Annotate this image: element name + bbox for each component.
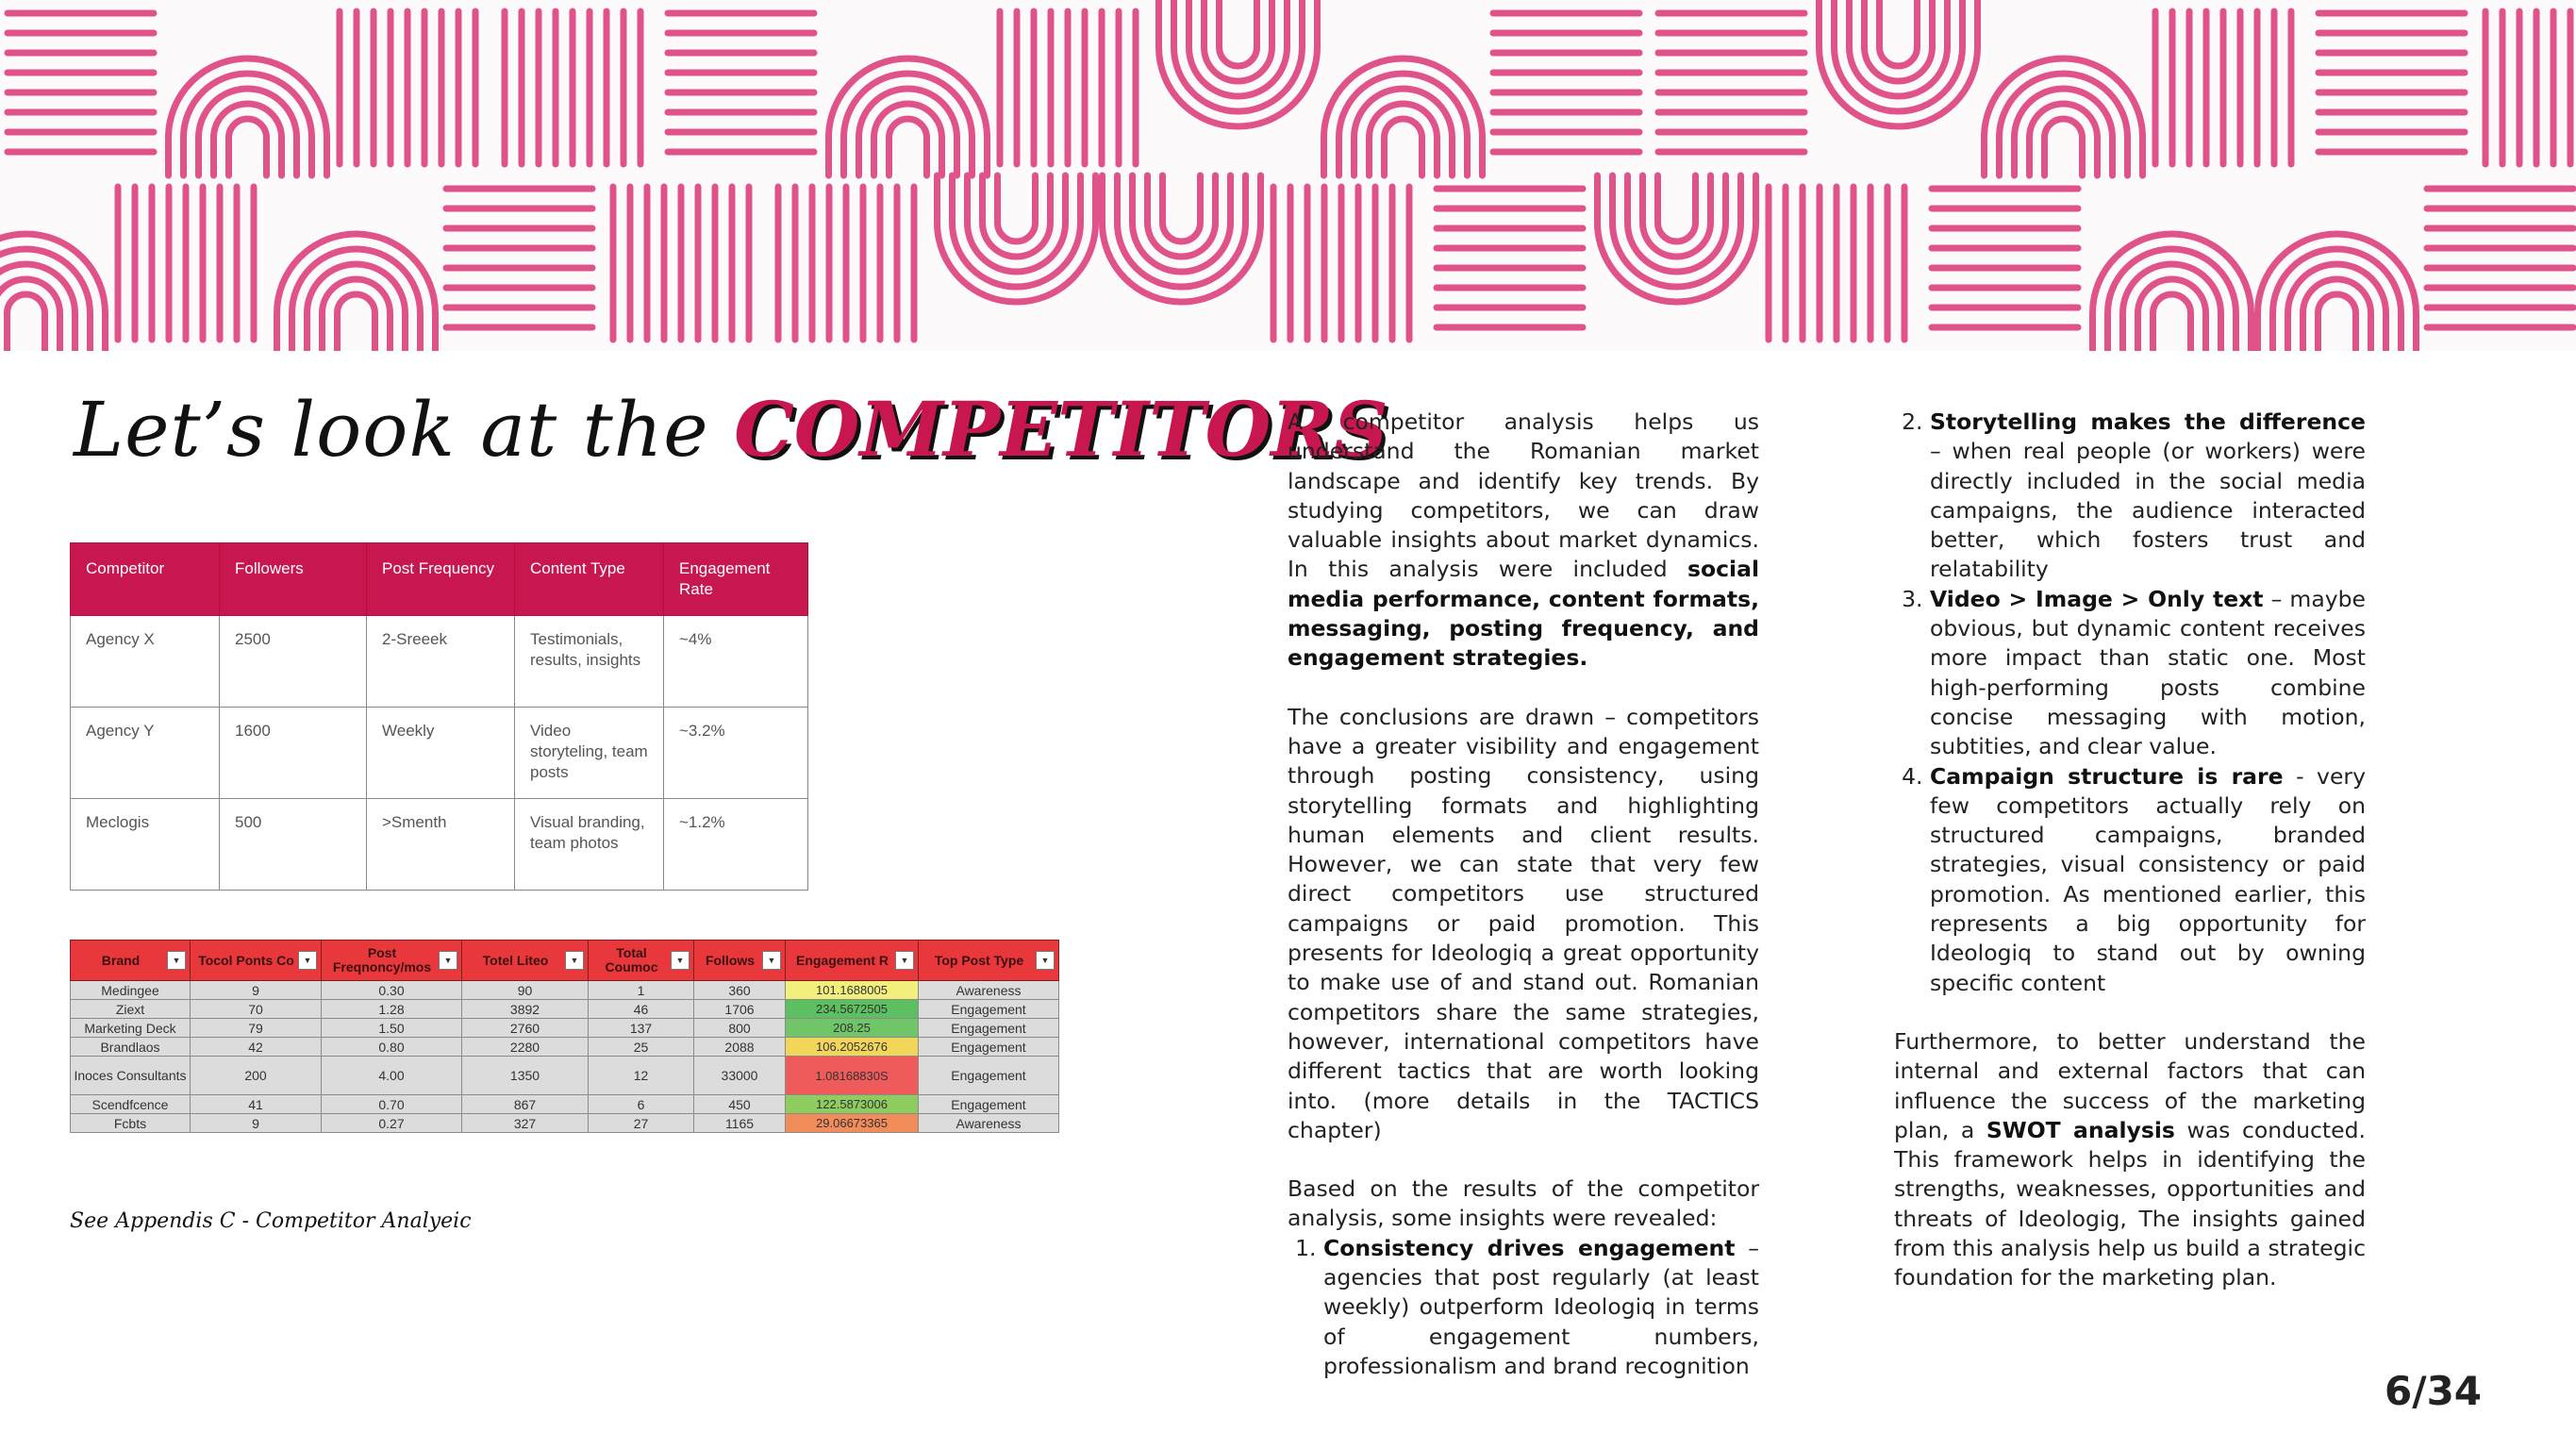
- sheet-header-label: Tocol Ponts Co: [198, 952, 294, 968]
- table-cell: Video storyteling, team posts: [515, 708, 664, 799]
- pattern-stroke: [2303, 279, 2371, 351]
- table-cell: 1600: [220, 708, 367, 799]
- pattern-stroke: [229, 119, 267, 175]
- sheet-row: [71, 981, 1059, 1000]
- sheet-row: [71, 1000, 1059, 1019]
- sheet-cell: Engagement: [919, 1019, 1059, 1038]
- table-row: [71, 799, 808, 891]
- engagement-rate-cell: 208.25: [786, 1019, 919, 1038]
- intro-text: A competitor analysis helps us understand the Romanian market landscape and identify key trends. By studying competitors, we can draw valuable insights about market dynamics. In this analysis were included: [1288, 408, 1759, 583]
- sheet-cell: 1: [589, 981, 694, 1000]
- sheet-cell: Medingee: [71, 981, 191, 1000]
- insights-list: [1288, 1234, 1759, 1381]
- sheet-cell: 2088: [694, 1038, 786, 1057]
- table-cell: Weekly: [367, 708, 515, 799]
- table-cell: 2-Sreeek: [367, 616, 515, 708]
- sheet-cell: 450: [694, 1095, 786, 1114]
- engagement-rate-cell: 234.5672505: [786, 1000, 919, 1019]
- sheet-cell: 0.27: [322, 1114, 462, 1133]
- pattern-stroke: [2030, 104, 2098, 175]
- sheet-cell: 327: [462, 1114, 589, 1133]
- competitor-comparison-table: [70, 542, 808, 891]
- filter-dropdown-icon[interactable]: ▼: [167, 951, 186, 970]
- list-item-text: – maybe obvious, but dynamic content receives more impact than static one. Most high-performing posts combine concise messaging with motion, subtities, and clear value.: [1930, 585, 2367, 760]
- sheet-row: [71, 1114, 1059, 1133]
- sheet-header-cell: [462, 941, 589, 981]
- filter-dropdown-icon[interactable]: ▼: [895, 951, 914, 970]
- sheet-header-cell: [786, 941, 919, 981]
- sheet-header-cell: [71, 941, 191, 981]
- table-cell: Agency Y: [71, 708, 220, 799]
- sheet-cell: 0.70: [322, 1095, 462, 1114]
- sheet-cell: Engagement: [919, 1057, 1059, 1095]
- list-item-bold: Video > Image > Only text: [1930, 585, 2264, 612]
- pattern-stroke: [1880, 0, 1918, 66]
- pattern-stroke: [2153, 294, 2191, 351]
- title-prefix: Let’s look at the: [74, 386, 735, 474]
- page-title: [74, 385, 1388, 474]
- sheet-cell: 1165: [694, 1114, 786, 1133]
- sheet-row: [71, 1019, 1059, 1038]
- intro-bold-text: social media performance, content formats, messaging, posting frequency, and engagement strategies.: [1288, 556, 1759, 672]
- sheet-cell: Engagement: [919, 1095, 1059, 1114]
- table-cell: Testimonials, results, insights: [515, 616, 664, 708]
- sheet-row: [71, 1057, 1059, 1095]
- sheet-cell: 42: [191, 1038, 322, 1057]
- pattern-stroke: [214, 104, 282, 175]
- intro-paragraph: [1288, 408, 1759, 674]
- pattern-stroke: [1220, 0, 1257, 66]
- sheet-cell: Awareness: [919, 1114, 1059, 1133]
- pattern-stroke: [323, 279, 391, 351]
- table-row: [71, 708, 808, 799]
- sheet-cell: Fcbts: [71, 1114, 191, 1133]
- table-cell: 500: [220, 799, 367, 891]
- title-accent: COMPETITORS: [734, 385, 1388, 474]
- sheet-header-row: [71, 941, 1059, 981]
- sheet-header-label: Totel Liteo: [482, 952, 549, 968]
- sheet-header-label: Top Post Type: [934, 952, 1024, 968]
- sheet-cell: 867: [462, 1095, 589, 1114]
- header-competitor: Competitor: [71, 543, 220, 616]
- pink-line-pattern: [0, 0, 2576, 351]
- table-cell: Agency X: [71, 616, 220, 708]
- sheet-cell: Awareness: [919, 981, 1059, 1000]
- text-column-2: [1894, 408, 2366, 1293]
- sheet-cell: 33000: [694, 1057, 786, 1095]
- sheet-cell: 70: [191, 1000, 322, 1019]
- pattern-stroke: [338, 294, 375, 351]
- filter-dropdown-icon[interactable]: ▼: [762, 951, 781, 970]
- filter-dropdown-icon[interactable]: ▼: [439, 951, 457, 970]
- sheet-cell: 200: [191, 1057, 322, 1095]
- pattern-stroke: [998, 175, 1036, 242]
- pattern-stroke: [8, 294, 45, 351]
- pattern-stroke: [874, 104, 942, 175]
- sheet-cell: Scendfcence: [71, 1095, 191, 1114]
- sheet-cell: 1706: [694, 1000, 786, 1019]
- engagement-rate-cell: 101.1688005: [786, 981, 919, 1000]
- sheet-cell: 360: [694, 981, 786, 1000]
- sheet-header-label: Follows: [705, 952, 756, 968]
- engagement-rate-cell: 122.5873006: [786, 1095, 919, 1114]
- sheet-cell: 6: [589, 1095, 694, 1114]
- sheet-cell: 25: [589, 1038, 694, 1057]
- filter-dropdown-icon[interactable]: ▼: [565, 951, 584, 970]
- list-item: [1930, 762, 2366, 998]
- sheet-header-cell: [694, 941, 786, 981]
- list-item-text: – agencies that post regularly (at least weekly) outperform Ideologiq in terms of engagement numbers, professionalism and brand recognition: [1323, 1234, 1759, 1379]
- pattern-stroke: [2138, 279, 2206, 351]
- swot-text-tail: was conducted. This framework helps in identifying the strengths, weaknesses, opportunities and threats of Ideologig, The insights gained from this analysis help us build a strategic foundation for the marketing plan.: [1894, 1116, 2366, 1291]
- sheet-cell: 2760: [462, 1019, 589, 1038]
- header-post-frequency: Post Frequency: [367, 543, 515, 616]
- table-cell: Meclogis: [71, 799, 220, 891]
- sheet-cell: 1.28: [322, 1000, 462, 1019]
- engagement-rate-cell: 106.2052676: [786, 1038, 919, 1057]
- engagement-rate-cell: 29.06673365: [786, 1114, 919, 1133]
- header-engagement-rate: Engagement Rate: [664, 543, 808, 616]
- sheet-header-label: Brand: [101, 952, 141, 968]
- decorative-pattern-banner: [0, 0, 2576, 351]
- table-cell: >Smenth: [367, 799, 515, 891]
- pattern-stroke: [2045, 119, 2083, 175]
- sheet-header-label: Engagement R: [795, 952, 889, 968]
- sheet-header-cell: [919, 941, 1059, 981]
- table-cell: ~4%: [664, 616, 808, 708]
- list-item-text: - very few competitors actually rely on structured campaigns, branded strategies, visual consistency or paid promotion. As mentioned earlier, this represents a big opportunity for Ideologiq to stand out by owning specific content: [1930, 762, 2366, 996]
- competitor-spreadsheet-table: [70, 940, 1059, 1133]
- sheet-cell: 1350: [462, 1057, 589, 1095]
- list-item: [1323, 1234, 1759, 1381]
- appendix-note: See Appendis C - Competitor Analyeic: [70, 1209, 472, 1233]
- sheet-header-label: Total Coumoc: [605, 945, 658, 974]
- sheet-cell: 12: [589, 1057, 694, 1095]
- conclusions-paragraph: The conclusions are drawn – competitors have a greater visibility and engagement through posting consistency, using storytelling formats and highlighting human elements and client results. However, we can state that very few direct competitors use structured campaigns or paid promotion. This presents for Ideologiq a great opportunity to make use of and stand out. Romanian competitors share the same strategies, however, international competitors have different tactics that are worth looking into. (more details in the TACTICS chapter): [1288, 703, 1759, 1143]
- swot-text-lead: Furthermore, to better understand the internal and external factors that can influence the success of the marketing plan, a: [1894, 1027, 2366, 1143]
- list-item-text: – when real people (or workers) were directly included in the social media campaigns, the audience interacted better, which fosters trust and relatability: [1930, 438, 2366, 583]
- sheet-cell: 3892: [462, 1000, 589, 1019]
- pattern-stroke: [1370, 104, 1438, 175]
- filter-dropdown-icon[interactable]: ▼: [298, 951, 317, 970]
- pattern-stroke: [1163, 175, 1201, 242]
- sheet-cell: Marketing Deck: [71, 1019, 191, 1038]
- sheet-header-cell: [191, 941, 322, 981]
- sheet-cell: 800: [694, 1019, 786, 1038]
- sheet-cell: 2280: [462, 1038, 589, 1057]
- sheet-cell: 79: [191, 1019, 322, 1038]
- filter-dropdown-icon[interactable]: ▼: [1036, 951, 1055, 970]
- insights-intro: Based on the results of the competitor analysis, some insights were revealed:: [1288, 1175, 1759, 1232]
- insights-list-continued: [1894, 408, 2366, 998]
- sheet-cell: Brandlaos: [71, 1038, 191, 1057]
- table-cell: ~1.2%: [664, 799, 808, 891]
- sheet-cell: 1.50: [322, 1019, 462, 1038]
- text-column-1: [1288, 408, 1759, 1381]
- sheet-cell: 90: [462, 981, 589, 1000]
- swot-paragraph: [1894, 1027, 2366, 1293]
- sheet-cell: 46: [589, 1000, 694, 1019]
- pattern-stroke: [1385, 119, 1422, 175]
- sheet-cell: 0.30: [322, 981, 462, 1000]
- sheet-cell: Engagement: [919, 1038, 1059, 1057]
- table-row: [71, 616, 808, 708]
- header-content-type: Content Type: [515, 543, 664, 616]
- sheet-cell: 9: [191, 981, 322, 1000]
- list-item-bold: Storytelling makes the difference: [1930, 408, 2366, 435]
- list-item-bold: Consistency drives engagement: [1323, 1234, 1736, 1261]
- filter-dropdown-icon[interactable]: ▼: [671, 951, 690, 970]
- table-cell: ~3.2%: [664, 708, 808, 799]
- sheet-cell: Inoces Consultants: [71, 1057, 191, 1095]
- sheet-cell: 9: [191, 1114, 322, 1133]
- table-cell: 2500: [220, 616, 367, 708]
- sheet-cell: 4.00: [322, 1057, 462, 1095]
- sheet-row: [71, 1038, 1059, 1057]
- sheet-cell: 0.80: [322, 1038, 462, 1057]
- list-item: [1930, 585, 2366, 762]
- table-header-row: [71, 543, 808, 616]
- engagement-rate-cell: 1.08168830S: [786, 1057, 919, 1095]
- swot-bold: SWOT analysis: [1986, 1116, 2175, 1143]
- sheet-cell: Ziext: [71, 1000, 191, 1019]
- sheet-header-cell: [322, 941, 462, 981]
- sheet-cell: 137: [589, 1019, 694, 1038]
- pattern-stroke: [2318, 294, 2356, 351]
- list-item-bold: Campaign structure is rare: [1930, 762, 2284, 790]
- pattern-stroke: [889, 119, 927, 175]
- sheet-cell: 27: [589, 1114, 694, 1133]
- sheet-header-cell: [589, 941, 694, 981]
- page-number: 6/34: [2385, 1368, 2483, 1414]
- sheet-cell: 41: [191, 1095, 322, 1114]
- table-cell: Visual branding, team photos: [515, 799, 664, 891]
- pattern-stroke: [1658, 175, 1696, 242]
- header-followers: Followers: [220, 543, 367, 616]
- list-item: [1930, 408, 2366, 585]
- sheet-row: [71, 1095, 1059, 1114]
- sheet-header-label: Post Freqnoncy/mos: [332, 945, 432, 974]
- sheet-cell: Engagement: [919, 1000, 1059, 1019]
